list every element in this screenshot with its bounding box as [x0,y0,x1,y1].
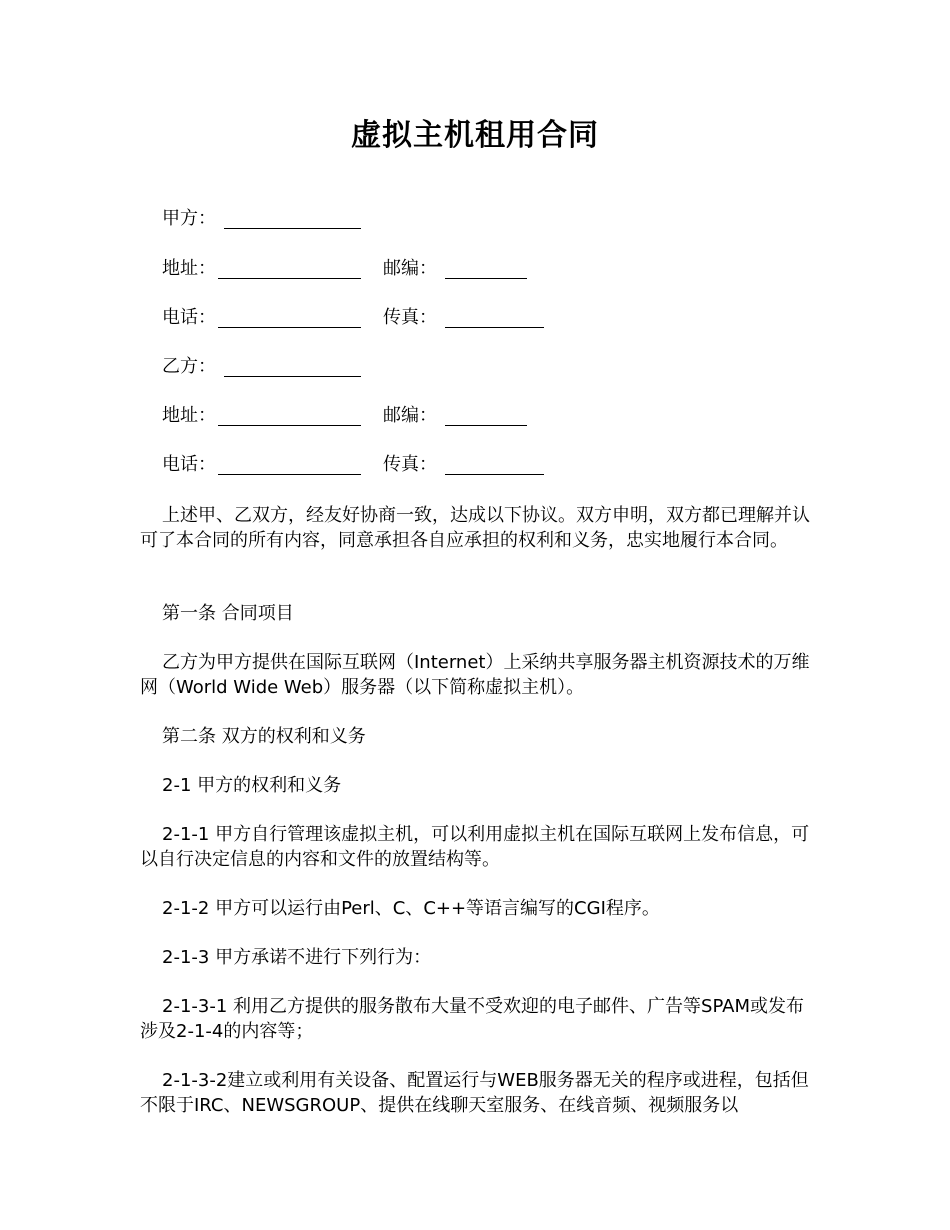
party-a-field [162,206,216,232]
party-a-postcode-field [383,256,437,282]
intro-paragraph [140,503,812,553]
party-a-blank[interactable] [224,206,361,229]
party-b-field [162,354,216,380]
party-a-label: 甲方： [162,208,216,229]
party-b-address-blank[interactable] [218,403,361,426]
article2-heading: 第二条 双方的权利和义务 [162,726,366,747]
party-a-phone-blank[interactable] [218,305,361,328]
clause-2-1-3-1-paragraph [140,994,812,1044]
party-b-postcode-blank[interactable] [445,403,527,426]
party-b-phone-label: 电话： [162,454,216,475]
party-a-address-label: 地址： [162,258,216,279]
party-b-address-label: 地址： [162,405,216,426]
party-b-label: 乙方： [162,356,216,377]
party-a-fax-blank[interactable] [445,305,544,328]
party-a-phone-field [162,305,216,331]
party-b-fax-field [383,452,437,478]
party-b-fax-label: 传真： [383,454,437,475]
party-b-phone-blank[interactable] [218,452,361,475]
clause-2-1-1-text: 2-1-1 甲方自行管理该虚拟主机，可以利用虚拟主机在国际互联网上发布信息，可以自行决定信息的内容和文件的放置结构等。 [140,824,810,870]
intro-text: 上述甲、乙双方，经友好协商一致，达成以下协议。双方申明，双方都已理解并认可了本合同的所有内容，同意承担各自应承担的权利和义务，忠实地履行本合同。 [140,505,810,551]
party-b-postcode-field [383,403,437,429]
party-a-fax-field [383,305,437,331]
clause-2-1-3-2-paragraph [140,1068,812,1118]
party-b-phone-field [162,452,216,478]
article1-heading: 第一条 合同项目 [162,603,294,624]
article1-text: 乙方为甲方提供在国际互联网（Internet）上采纳共享服务器主机资源技术的万维网（World Wide Web）服务器（以下简称虚拟主机）。 [140,652,810,698]
party-a-postcode-blank[interactable] [445,256,527,279]
party-a-phone-label: 电话： [162,307,216,328]
clause-2-1-1-paragraph [140,822,812,872]
party-b-fax-blank[interactable] [445,452,544,475]
article1-paragraph [140,650,812,700]
clause-2-1-2-line: 2-1-2 甲方可以运行由Perl、C、C++等语言编写的CGI程序。 [162,898,660,919]
section-2-1-heading: 2-1 甲方的权利和义务 [162,775,342,796]
party-a-address-blank[interactable] [218,256,361,279]
party-b-postcode-label: 邮编： [383,405,437,426]
party-b-address-field [162,403,216,429]
clause-2-1-3-1-text: 2-1-3-1 利用乙方提供的服务散布大量不受欢迎的电子邮件、广告等SPAM或发布涉及2-1-4的内容等； [140,996,804,1042]
party-a-address-field [162,256,216,282]
party-a-fax-label: 传真： [383,307,437,328]
party-a-postcode-label: 邮编： [383,258,437,279]
party-b-blank[interactable] [224,354,361,377]
clause-2-1-3-line: 2-1-3 甲方承诺不进行下列行为： [162,947,432,968]
clause-2-1-3-2-text: 2-1-3-2建立或利用有关设备、配置运行与WEB服务器无关的程序或进程，包括但不限于IRC、NEWSGROUP、提供在线聊天室服务、在线音频、视频服务以 [140,1070,809,1116]
document-title: 虚拟主机租用合同 [351,118,599,153]
